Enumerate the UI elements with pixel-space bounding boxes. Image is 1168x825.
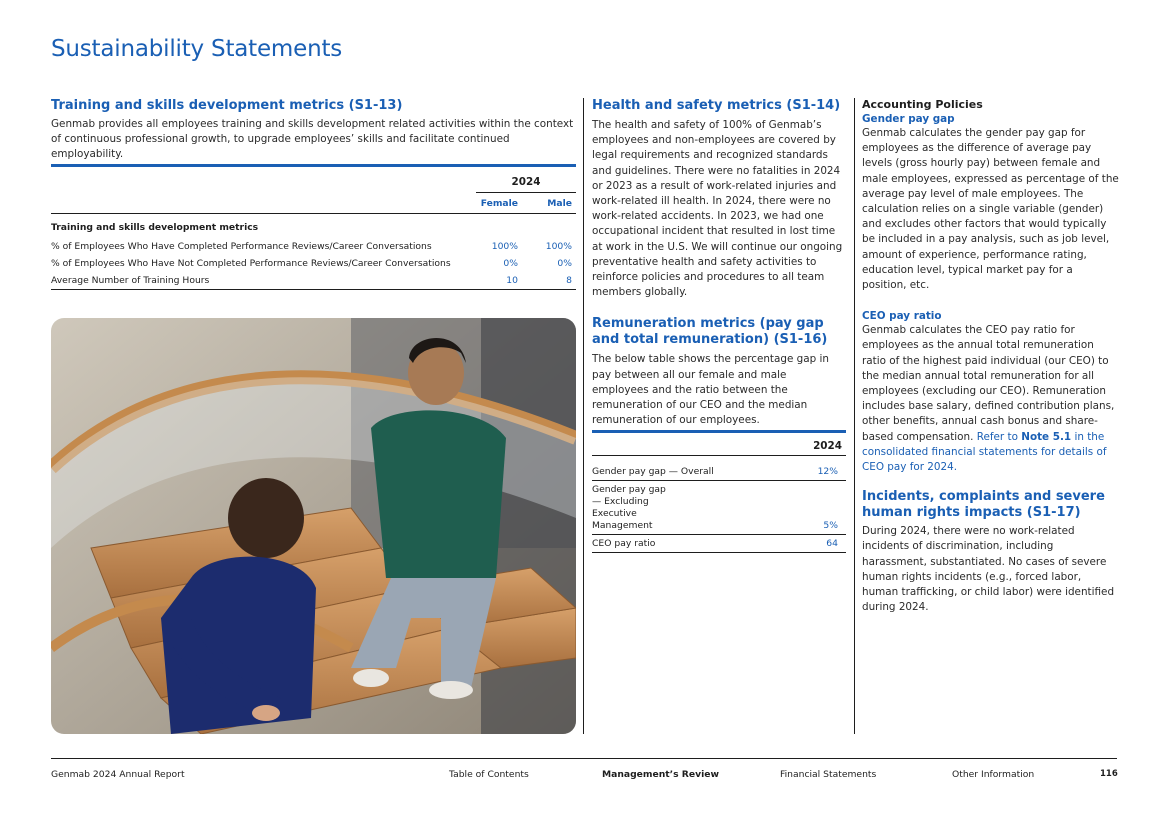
row-male: 0% (557, 258, 572, 269)
health-body: The health and safety of 100% of Genmab’s employees and non-employees are covered by legal requirements and recognized standards and guidelines. There were no fatalities in 2024 or 2023 as a result of work-related injuries and work-related ill health. In 2024, there were no work-related accidents. In 2023, we had one occupational incident that resulted in lost time at work in the U.S. We will continue our ongoing preventative health and safety activities to reinforce policies and procedures to all team members globally. (592, 119, 843, 299)
remuneration-body: The below table shows the percentage gap in pay between all our female and male employees and the ratio between the remuneration of our CEO and the median remuneration of our employees. (592, 353, 829, 427)
footer-report: Genmab 2024 Annual Report (51, 769, 185, 780)
row-value: 5% (823, 520, 838, 531)
row-female: 0% (503, 258, 518, 269)
training-section (51, 98, 576, 163)
row-label: Gender pay gap — Overall (592, 466, 714, 477)
row-value: 64 (826, 538, 838, 549)
footer-financial-link[interactable]: Financial Statements (780, 769, 877, 780)
row-value: 12% (817, 466, 838, 477)
footer-toc-link[interactable]: Table of Contents (449, 769, 529, 780)
ceo-body (862, 323, 1120, 475)
training-heading: Training and skills development metrics (S1-13) (51, 98, 403, 113)
footer (51, 758, 1118, 780)
table-section-label: Training and skills development metrics (51, 222, 259, 233)
ceo-body-text: Genmab calculates the CEO pay ratio for employees as the annual total remuneration ratio of the highest paid individual (our CEO) to the median annual total remuneration for all employees (excluding our CEO). Remuneration includes base salary, defined contribution plans, other benefits, annual cash bonus and share-based compensation. (862, 324, 1115, 443)
row-label: CEO pay ratio (592, 538, 656, 549)
gender-subheading: Gender pay gap (862, 113, 955, 125)
col-female: Female (480, 197, 518, 209)
ref-prefix: Refer to (976, 430, 1018, 443)
table-row (592, 456, 846, 481)
table-row (592, 481, 846, 535)
ref-suffix: in the consolidated financial statements for details of CEO pay for 2024. (862, 430, 1107, 474)
table-row (51, 238, 576, 255)
row-female: 10 (506, 275, 518, 286)
table-year: 2024 (476, 176, 576, 193)
col-male: Male (547, 197, 572, 209)
ref-note: Note 5.1 (1021, 430, 1072, 443)
training-intro: Genmab provides all employees training and skills development related activities within the context of continuous professional growth, to upgrade employees’ skills and facilitate continued employability. (51, 118, 574, 161)
remuneration-heading: Remuneration metrics (pay gap and total remuneration) (S1-16) (592, 316, 828, 348)
table-row (51, 255, 576, 272)
footer-other-link[interactable]: Other Information (952, 769, 1035, 780)
row-male: 100% (545, 241, 572, 252)
staircase-illustration (51, 318, 576, 734)
column-divider (583, 98, 584, 734)
row-label: % of Employees Who Have Not Completed Performance Reviews/Career Conversations (51, 258, 451, 269)
page-number: 116 (1100, 769, 1118, 779)
row-female: 100% (491, 241, 518, 252)
footer-management-link[interactable]: Management’s Review (602, 769, 719, 780)
row-male: 8 (566, 275, 572, 286)
row-label: % of Employees Who Have Completed Performance Reviews/Career Conversations (51, 241, 432, 252)
remuneration-table (592, 430, 846, 553)
table-row (51, 272, 576, 290)
incidents-body: During 2024, there were no work-related incidents of discrimination, including harassment, substantiated. No cases of severe human rights incidents (e.g., forced labor, human trafficking, or child labor) were identified during 2024. (862, 525, 1115, 614)
health-heading: Health and safety metrics (S1-14) (592, 98, 841, 113)
row-label: Gender pay gap — Excluding Executive Management (592, 484, 666, 531)
row-label: Average Number of Training Hours (51, 275, 210, 286)
table-header-row (51, 193, 576, 214)
staircase-photo (51, 318, 576, 734)
page-title: Sustainability Statements (51, 36, 343, 62)
table-year: 2024 (592, 433, 846, 456)
training-table (51, 164, 576, 290)
accounting-section (862, 98, 1120, 615)
health-remuneration-section (592, 98, 844, 428)
ceo-subheading: CEO pay ratio (862, 310, 942, 323)
table-row (592, 535, 846, 553)
gender-body: Genmab calculates the gender pay gap for employees as the difference of average pay levels (gross hourly pay) between female and male employees, expressed as percentage of the average pay level of male employees. The calculation relies on a single variable (gender) and excludes other factors that would typically be included in a pay analysis, such as job level, amount of experience, performance rating, education level, typical market pay for a position, etc. (862, 127, 1119, 292)
accounting-title: Accounting Policies (862, 98, 983, 111)
table-year-row (51, 167, 576, 193)
column-divider (854, 98, 855, 734)
incidents-heading: Incidents, complaints and severe human rights impacts (S1-17) (862, 489, 1105, 521)
